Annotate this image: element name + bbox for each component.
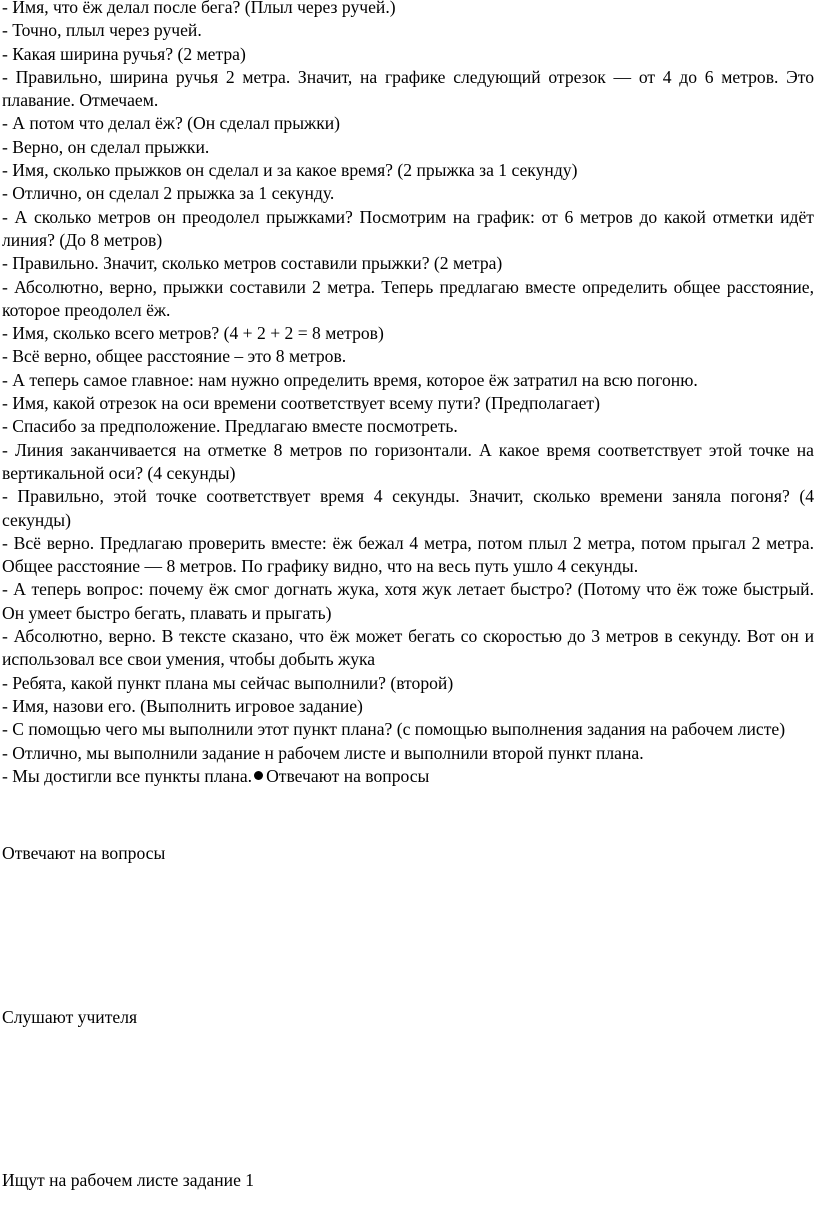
dialogue-line: - Имя, какой отрезок на оси времени соответствует всему пути? (Предполагает)	[2, 393, 600, 414]
dialogue-line: - Имя, что ёж делал после бега? (Плыл через ручей.)	[2, 0, 396, 17]
dialogue-line: - Абсолютно, верно, прыжки составили 2 метра. Теперь предлагаю вместе определить общее расстояние, которое преодолел ёж.	[2, 276, 814, 320]
dialogue-line: - Ребята, какой пункт плана мы сейчас выполнили? (второй)	[2, 672, 454, 693]
dialogue-line: - Линия заканчивается на отметке 8 метров по горизонтали. А какое время соответствует этой точке на вертикальной оси? (4 секунды)	[2, 439, 814, 483]
dialogue-line: - Имя, назови его. (Выполнить игровое задание)	[2, 695, 363, 716]
dialogue-line: - Точно, плыл через ручей.	[2, 20, 202, 41]
dialogue-text	[2, 0, 814, 788]
dialogue-line: - Правильно. Значит, сколько метров составили прыжки? (2 метра)	[2, 253, 503, 274]
student-note-listen: Слушают учителя	[2, 1007, 138, 1027]
dialogue-line: - Имя, сколько всего метров? (4 + 2 + 2 = 8 метров)	[2, 323, 384, 344]
dialogue-line: - Верно, он сделал прыжки.	[2, 136, 210, 157]
student-note-answer: Отвечают на вопросы	[2, 843, 166, 863]
student-note-find-task: Ищут на рабочем листе задание 1	[2, 1170, 255, 1190]
dialogue-line: - Абсолютно, верно. В тексте сказано, что ёж может бегать со скоростью до 3 метров в секунду. Вот он и использовал все свои умения, чтобы добыть жука	[2, 626, 814, 670]
bullet-icon	[254, 771, 263, 780]
dialogue-line: - Всё верно, общее расстояние – это 8 метров.	[2, 346, 347, 367]
dialogue-line: - Отлично, он сделал 2 прыжка за 1 секунду.	[2, 183, 335, 204]
last-line-after-bullet: Отвечают на вопросы	[266, 765, 430, 786]
dialogue-line: - Правильно, ширина ручья 2 метра. Значит, на графике следующий отрезок — от 4 до 6 метров. Это плавание. Отмечаем.	[2, 66, 814, 111]
dialogue-line: - А теперь самое главное: нам нужно определить время, которое ёж затратил на всю погоню.	[2, 369, 698, 390]
last-line-text: - Мы достигли все пункты плана.	[2, 765, 253, 786]
dialogue-line: - А потом что делал ёж? (Он сделал прыжки)	[2, 113, 341, 134]
dialogue-line: - Отлично, мы выполнили задание н рабочем листе и выполнили второй пункт плана.	[2, 742, 644, 763]
dialogue-line: - С помощью чего мы выполнили этот пункт плана? (с помощью выполнения задания на рабочем листе)	[2, 719, 786, 740]
dialogue-line: - Спасибо за предположение. Предлагаю вместе посмотреть.	[2, 416, 458, 437]
dialogue-line: - Имя, сколько прыжков он сделал и за какое время? (2 прыжка за 1 секунду)	[2, 160, 578, 181]
dialogue-line: - А теперь вопрос: почему ёж смог догнать жука, хотя жук летает быстро? (Потому что ёж тоже быстрый. Он умеет быстро бегать, плавать и прыгать)	[2, 579, 814, 623]
dialogue-line: - Правильно, этой точке соответствует время 4 секунды. Значит, сколько времени заняла погоня? (4 секунды)	[2, 486, 814, 530]
dialogue-line: - Всё верно. Предлагаю проверить вместе: ёж бежал 4 метра, потом плыл 2 метра, потом прыгал 2 метра. Общее расстояние — 8 метров. По графику видно, что на весь путь ушло 4 секунды.	[2, 532, 814, 577]
dialogue-line: - А сколько метров он преодолел прыжками? Посмотрим на график: от 6 метров до какой отметки идёт линия? (До 8 метров)	[2, 206, 814, 250]
dialogue-line: - Какая ширина ручья? (2 метра)	[2, 43, 246, 64]
dialogue-line-last	[2, 765, 814, 788]
